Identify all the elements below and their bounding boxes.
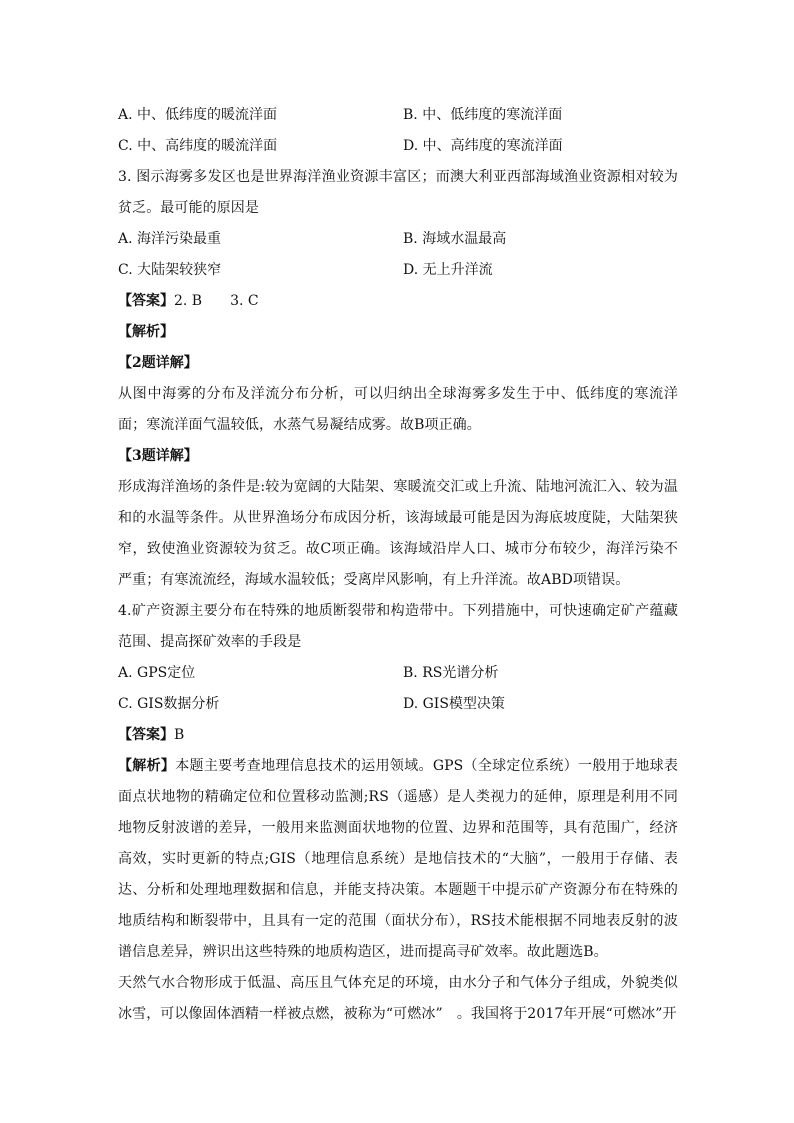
q3-option-b: B. 海域水温最高 [403, 231, 507, 247]
answer-text: 2. B 3. C [174, 293, 259, 309]
analysis-heading: 【解析】 [118, 324, 174, 340]
q3-detail-heading: 【3题详解】 [118, 448, 198, 464]
q4-options-row-2 [118, 689, 678, 720]
q2-detail-heading: 【2题详解】 [118, 355, 198, 371]
answer-2-3 [118, 286, 678, 317]
q2-option-a: A. 中、低纬度的暖流洋面 [118, 107, 278, 123]
intro-paragraph: 天然气水合物形成于低温、高压且气体充足的环境，由水分子和气体分子组成，外貌类似冰雪，可以像固体酒精一样被点燃，被称为“可燃冰” 。我国将于2017年开展“可燃冰”开 [118, 975, 678, 1022]
q2-option-b: B. 中、低纬度的寒流洋面 [403, 107, 563, 123]
q4-stem: 4.矿产资源主要分布在特殊的地质断裂带和构造带中。下列措施中，可快速确定矿产蕴藏范围、提高探矿效率的手段是 [118, 603, 678, 650]
answer-4-text: B [174, 727, 185, 743]
answer-label: 【答案】 [118, 293, 174, 309]
q3-options-row-1 [118, 224, 678, 255]
answer-4 [118, 720, 678, 751]
q4-option-b: B. RS光谱分析 [403, 665, 499, 681]
analysis-4-label: 【解析】 [118, 758, 176, 774]
answer-4-label: 【答案】 [118, 727, 174, 743]
q3-option-d: D. 无上升洋流 [403, 262, 493, 278]
analysis-4-text: 本题主要考查地理信息技术的运用领域。GPS（全球定位系统）一般用于地球表面点状地物的精确定位和位置移动监测;RS（遥感）是人类视力的延伸，原理是利用不同地物反射波谱的差异，一般用来监测面状地物的位置、边界和范围等，具有范围广，经济高效，实时更新的特点;GIS（地理信息系统）是地信技术的“大脑”，一般用于存储、表达、分析和处理地理数据和信息，并能支持决策。本题题干中提示矿产资源分布在特殊的地质结构和断裂带中，且具有一定的范围（面状分布），RS技术能根据不同地表反射的波谱信息差异，辨识出这些特殊的地质构造区，进而提高寻矿效率。故此题选B。 [118, 758, 678, 960]
q3-option-c: C. 大陆架较狭窄 [118, 262, 222, 278]
q3-detail-text: 形成海洋渔场的条件是:较为宽阔的大陆架、寒暖流交汇或上升流、陆地河流汇入、较为温和的水温等条件。从世界渔场分布成因分析，该海域最可能是因为海底坡度陡，大陆架狭窄，致使渔业资源较为贫乏。故C项正确。该海域沿岸人口、城市分布较少，海洋污染不严重；有寒流流经，海域水温较低；受离岸风影响，有上升洋流。故ABD项错误。 [118, 479, 678, 588]
q2-detail-text: 从图中海雾的分布及洋流分布分析，可以归纳出全球海雾多发生于中、低纬度的寒流洋面；寒流洋面气温较低，水蒸气易凝结成雾。故B项正确。 [118, 386, 678, 433]
q2-option-d: D. 中、高纬度的寒流洋面 [403, 138, 563, 154]
q3-stem: 3. 图示海雾多发区也是世界海洋渔业资源丰富区；而澳大利亚西部海域渔业资源相对较为贫乏。最可能的原因是 [118, 169, 678, 216]
q2-option-c: C. 中、高纬度的暖流洋面 [118, 138, 278, 154]
q2-options-row-1 [118, 100, 678, 131]
q4-option-c: C. GIS数据分析 [118, 696, 220, 712]
q3-options-row-2 [118, 255, 678, 286]
analysis-4 [118, 751, 678, 968]
q4-option-a: A. GPS定位 [118, 665, 196, 681]
q2-options-row-2 [118, 131, 678, 162]
q3-option-a: A. 海洋污染最重 [118, 231, 222, 247]
q4-option-d: D. GIS模型决策 [403, 696, 505, 712]
q4-options-row-1 [118, 658, 678, 689]
document-page [118, 100, 678, 1030]
